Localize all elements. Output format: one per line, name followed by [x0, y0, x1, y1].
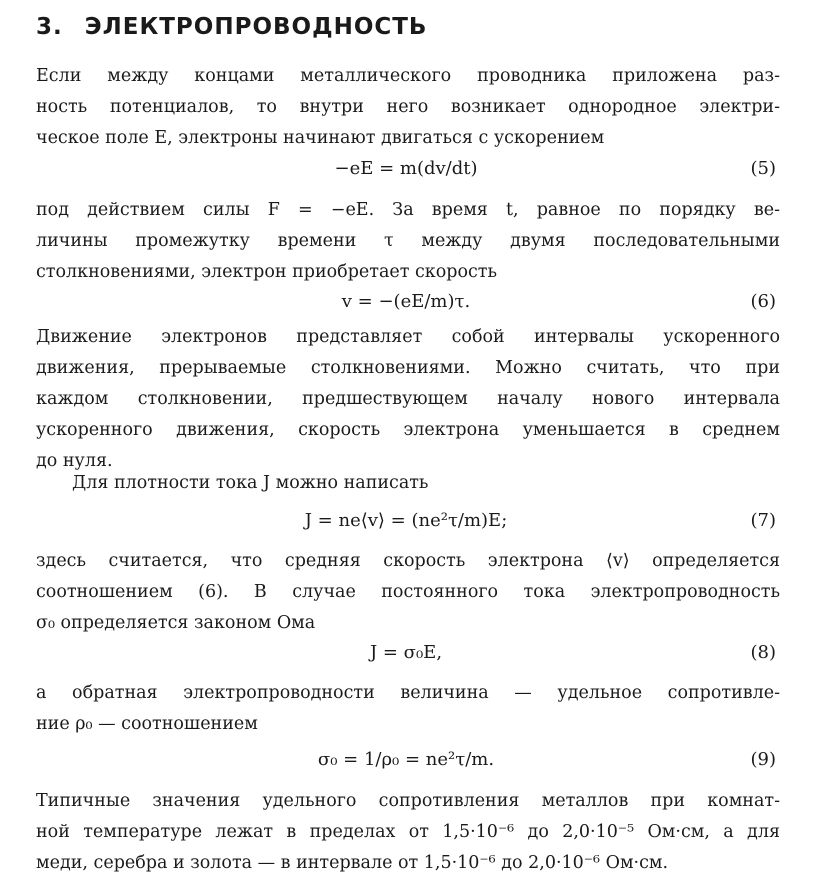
text-line: ной температуре лежат в пределах от 1,5·10⁻⁶ до 2,0·10⁻⁵ Ом·см, а для	[36, 822, 780, 842]
text-line: Если между концами металлического проводника приложена раз-	[36, 66, 780, 86]
paragraph-resistivity	[36, 678, 780, 740]
text-line: σ₀ определяется законом Ома	[36, 613, 316, 633]
equation-6	[36, 286, 776, 317]
equation-number: (5)	[750, 158, 776, 179]
text-line: ускоренного движения, скорость электрона уменьшается в среднем	[36, 420, 780, 440]
equation-formula: σ₀ = 1/ρ₀ = ne²τ/m.	[317, 749, 495, 770]
equation-9	[36, 744, 776, 775]
section-title: ЭЛЕКТРОПРОВОДНОСТЬ	[84, 14, 428, 40]
text-line: столкновениями, электрон приобретает скорость	[36, 262, 498, 282]
paragraph-ohm	[36, 546, 780, 639]
text-line: под действием силы F = −eE. За время t, равное по порядку ве-	[36, 200, 780, 220]
paragraph-typical-values	[36, 786, 780, 879]
text-line: здесь считается, что средняя скорость электрона ⟨v⟩ определяется	[36, 551, 780, 571]
equation-number: (6)	[750, 291, 776, 312]
equation-formula: J = ne⟨v⟩ = (ne²τ/m)E;	[304, 510, 508, 531]
paragraph-motion	[36, 322, 780, 477]
equation-8	[36, 637, 776, 668]
text-line: Для плотности тока J можно написать	[72, 473, 429, 493]
text-line: Типичные значения удельного сопротивления металлов при комнат-	[36, 791, 780, 811]
equation-number: (9)	[750, 749, 776, 770]
equation-formula: J = σ₀E,	[369, 642, 443, 663]
text-line: соотношением (6). В случае постоянного тока электропроводность	[36, 582, 780, 602]
text-line: каждом столкновении, предшествующем началу нового интервала	[36, 389, 780, 409]
text-line: ческое поле E, электроны начинают двигаться с ускорением	[36, 128, 605, 148]
paragraph-force	[36, 195, 780, 288]
text-line: а обратная электропроводности величина — удельное сопротивле-	[36, 683, 780, 703]
paragraph-intro	[36, 61, 780, 154]
text-line: движения, прерываемые столкновениями. Можно считать, что при	[36, 358, 780, 378]
text-line: Движение электронов представляет собой интервалы ускоренного	[36, 327, 780, 347]
section-heading	[36, 14, 427, 40]
equation-number: (8)	[750, 642, 776, 663]
section-number: 3.	[36, 14, 63, 40]
equation-7	[36, 505, 776, 536]
equation-number: (7)	[750, 510, 776, 531]
text-line: личины промежутку времени τ между двумя последовательными	[36, 231, 780, 251]
text-line: меди, серебра и золота — в интервале от 1,5·10⁻⁶ до 2,0·10⁻⁶ Ом·см.	[36, 853, 669, 873]
text-line: до нуля.	[36, 451, 113, 471]
text-line: ние ρ₀ — соотношением	[36, 714, 258, 734]
paragraph-current-density	[36, 468, 816, 499]
equation-5	[36, 153, 776, 184]
equation-formula: −eE = m(dv/dt)	[334, 158, 478, 179]
text-line: ность потенциалов, то внутри него возникает однородное электри-	[36, 97, 780, 117]
equation-formula: v = −(eE/m)τ.	[341, 291, 471, 312]
